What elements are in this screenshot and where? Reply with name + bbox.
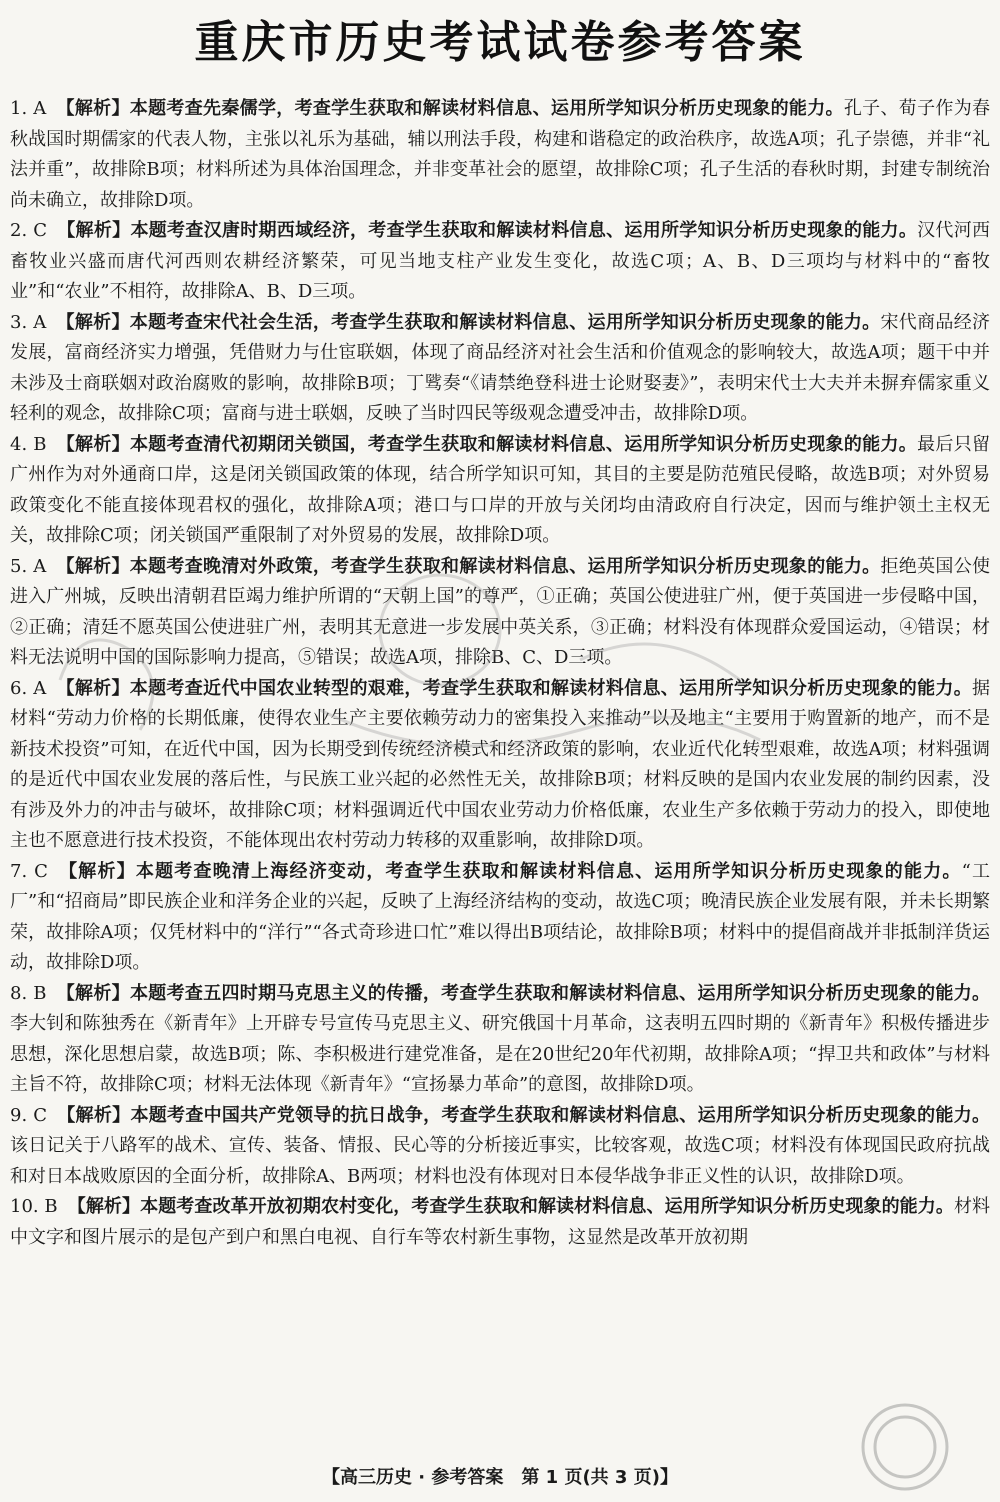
answer-item-8 bbox=[10, 979, 990, 1101]
analysis-lead: 本题考查近代中国农业转型的艰难，考查学生获取和解读材料信息、运用所学知识分析历史现象的能力。 bbox=[129, 677, 973, 699]
answer-number: 4. B bbox=[10, 433, 47, 455]
analysis-tag: 【解析】 bbox=[56, 311, 130, 333]
analysis-lead: 本题考查五四时期马克思主义的传播，考查学生获取和解读材料信息、运用所学知识分析历史现象的能力。 bbox=[129, 982, 991, 1004]
analysis-body: 宋代商品经济发展，富商经济实力增强，凭借财力与仕宦联姻，体现了商品经济对社会生活和价值观念的影响较大，故选A项；题干中并未涉及士商联姻对政治腐败的影响，故排除B项；丁骘奏“《请禁绝登科进士论财娶妻》”，表明宋代士大夫并未摒弃儒家重义轻利的观念，故排除C项；富商与进士联姻，反映了当时四民等级观念遭受冲击，故排除D项。 bbox=[10, 311, 991, 424]
analysis-lead: 本题考查晚清上海经济变动，考查学生获取和解读材料信息、运用所学知识分析历史现象的能力。 bbox=[135, 860, 962, 882]
answer-number: 5. A bbox=[10, 555, 47, 577]
answer-number: 2. C bbox=[10, 220, 47, 241]
analysis-body: 该日记关于八路军的战术、宣传、装备、情报、民心等的分析接近事实，比较客观，故选C项；材料没有体现国民政府抗战和对日本战败原因的全面分析，故排除A、B两项；材料也没有体现对日本侵华战争非正义性的认识，故排除D项。 bbox=[10, 1135, 990, 1187]
answer-number: 1. A bbox=[10, 98, 47, 119]
analysis-body: 孔子、荀子作为春秋战国时期儒家的代表人物，主张以礼乐为基础，辅以刑法手段，构建和谐稳定的政治秩序，故选A项；孔子崇德，并非“礼法并重”，故排除B项；材料所述为具体治国理念，并非变革社会的愿望，故排除C项；孔子生活的春秋时期，封建专制统治尚未确立，故排除D项。 bbox=[10, 98, 991, 211]
answer-number: 9. C bbox=[10, 1104, 47, 1126]
answer-list bbox=[10, 94, 990, 1253]
answer-item-9 bbox=[10, 1101, 990, 1193]
analysis-tag: 【解析】 bbox=[56, 433, 130, 455]
analysis-lead: 本题考查中国共产党领导的抗日战争，考查学生获取和解读材料信息、运用所学知识分析历史现象的能力。 bbox=[130, 1104, 991, 1126]
analysis-lead: 本题考查宋代社会生活，考查学生获取和解读材料信息、运用所学知识分析历史现象的能力。 bbox=[129, 311, 881, 333]
analysis-tag: 【解析】 bbox=[56, 677, 130, 699]
analysis-body: 拒绝英国公使进入广州城，反映出清朝君臣竭力维护所谓的“天朝上国”的尊严，①正确；英国公使进驻广州，便于英国进一步侵略中国，②正确；清廷不愿英国公使进驻广州，表明其无意进一步发展中英关系，③正确；材料没有体现群众爱国运动，④错误；材料无法说明中国的国际影响力提高，⑤错误；故选A项，排除B、C、D三项。 bbox=[10, 555, 991, 668]
analysis-lead: 本题考查先秦儒学，考查学生获取和解读材料信息、运用所学知识分析历史现象的能力。 bbox=[129, 98, 844, 119]
answer-item-6 bbox=[10, 674, 990, 857]
analysis-lead: 本题考查改革开放初期农村变化，考查学生获取和解读材料信息、运用所学知识分析历史现象的能力。 bbox=[140, 1196, 954, 1217]
answer-number: 8. B bbox=[10, 982, 47, 1004]
answer-number: 10. B bbox=[10, 1196, 58, 1217]
analysis-lead: 本题考查汉唐时期西域经济，考查学生获取和解读材料信息、运用所学知识分析历史现象的能力。 bbox=[130, 220, 918, 241]
analysis-body: “工厂”和“招商局”即民族企业和洋务企业的兴起，反映了上海经济结构的变动，故选C项；晚清民族企业发展有限，并未长期繁荣，故排除A项；仅凭材料中的“洋行”“各式奇珍进口忙”难以得出B项结论，故排除B项；材料中的提倡商战并非抵制洋货运动，故排除D项。 bbox=[10, 860, 990, 973]
analysis-body: 据材料“劳动力价格的长期低廉，使得农业生产主要依赖劳动力的密集投入来推动”以及地主“主要用于购置新的地产，而不是新技术投资”可知，在近代中国，因为长期受到传统经济模式和经济政策的影响，农业近代化转型艰难，故选A项；材料强调的是近代中国农业发展的落后性，与民族工业兴起的必然性无关，故排除B项；材料反映的是国内农业发展的制约因素，没有涉及外力的冲击与破坏，故排除C项；材料强调近代中国农业劳动力价格低廉，农业生产多依赖于劳动力的投入，即使地主也不愿意进行技术投资，不能体现出农村劳动力转移的双重影响，故排除D项。 bbox=[10, 677, 991, 851]
analysis-lead: 本题考查晚清对外政策，考查学生获取和解读材料信息、运用所学知识分析历史现象的能力。 bbox=[129, 555, 881, 577]
answer-item-4 bbox=[10, 430, 990, 552]
analysis-body: 李大钊和陈独秀在《新青年》上开辟专号宣传马克思主义、研究俄国十月革命，这表明五四时期的《新青年》积极传播进步思想，深化思想启蒙，故选B项；陈、李积极进行建党准备，是在20世纪20年代初期，故排除A项；“捍卫共和政体”与材料主旨不符，故排除C项；材料无法体现《新青年》“宣扬暴力革命”的意图，故排除D项。 bbox=[10, 1013, 990, 1095]
page-title: 重庆市历史考试试卷参考答案 bbox=[194, 17, 806, 68]
answer-item-3 bbox=[10, 308, 990, 430]
answer-number: 3. A bbox=[10, 311, 47, 333]
answer-item-10 bbox=[10, 1192, 990, 1253]
analysis-tag: 【解析】 bbox=[56, 1104, 131, 1126]
analysis-tag: 【解析】 bbox=[56, 220, 131, 241]
answer-item-2 bbox=[10, 216, 990, 308]
analysis-body: 材料中文字和图片展示的是包产到户和黑白电视、自行车等农村新生事物，这显然是改革开放初期 bbox=[10, 1196, 991, 1248]
answer-number: 6. A bbox=[10, 677, 47, 699]
analysis-tag: 【解析】 bbox=[56, 98, 130, 119]
page-footer: 【高三历史 · 参考答案 第 1 页(共 3 页)】 bbox=[322, 1467, 678, 1488]
answer-item-1 bbox=[10, 94, 990, 216]
analysis-tag: 【解析】 bbox=[56, 982, 130, 1004]
analysis-body: 最后只留广州作为对外通商口岸，这是闭关锁国政策的体现，结合所学知识可知，其目的主要是防范殖民侵略，故选B项；对外贸易政策变化不能直接体现君权的强化，故排除A项；港口与口岸的开放与关闭均由清政府自行决定，因而与维护领土主权无关，故排除C项；闭关锁国严重限制了对外贸易的发展，故排除D项。 bbox=[10, 433, 991, 546]
analysis-lead: 本题考查清代初期闭关锁国，考查学生获取和解读材料信息、运用所学知识分析历史现象的能力。 bbox=[129, 433, 918, 455]
analysis-body: 汉代河西畜牧业兴盛而唐代河西则农耕经济繁荣，可见当地支柱产业发生变化，故选C项；A、B、D三项均与材料中的“畜牧业”和“农业”不相符，故排除A、B、D三项。 bbox=[10, 220, 991, 302]
answer-item-7 bbox=[10, 857, 990, 979]
analysis-tag: 【解析】 bbox=[57, 860, 136, 882]
analysis-tag: 【解析】 bbox=[67, 1196, 141, 1217]
analysis-tag: 【解析】 bbox=[56, 555, 130, 577]
answer-number: 7. C bbox=[10, 860, 48, 882]
answer-item-5 bbox=[10, 552, 990, 674]
